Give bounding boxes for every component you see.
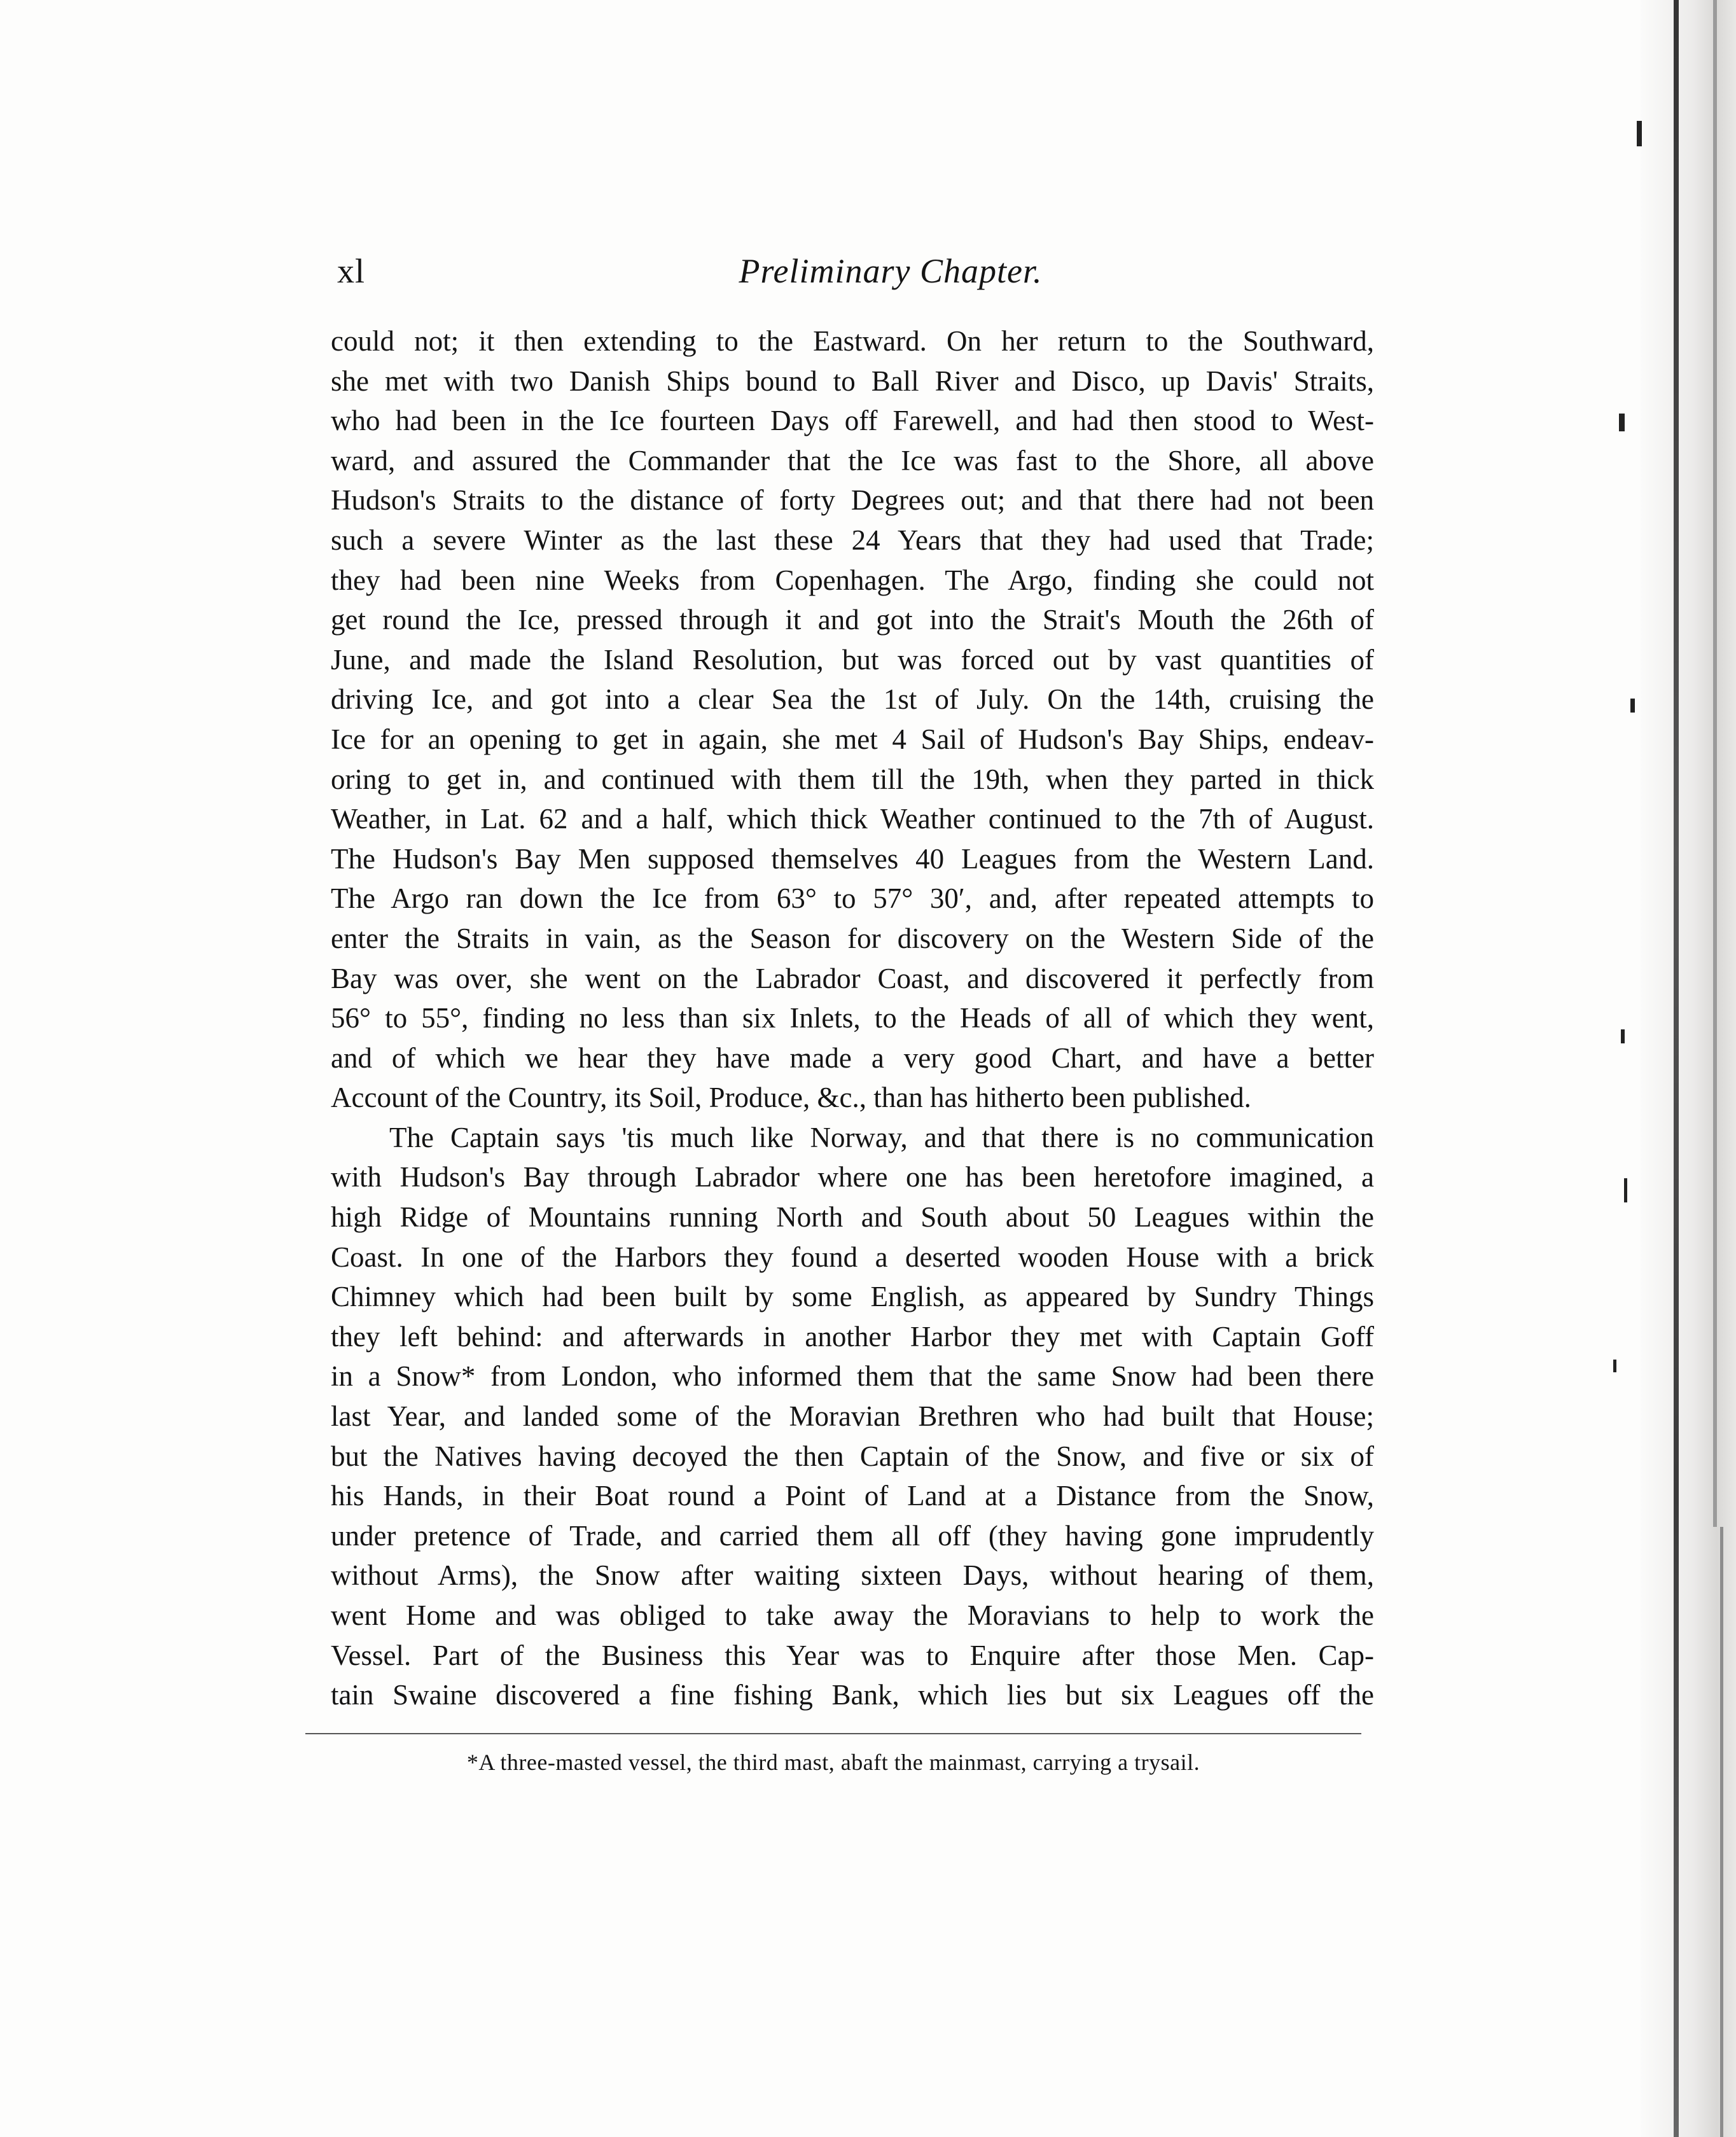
text-line: who had been in the Ice fourteen Days off Farewell, and had then stood to West-: [331, 405, 1374, 437]
text-line: The Argo ran down the Ice from 63° to 57° 30′, and, after repeated attempts to: [331, 882, 1374, 915]
text-line: but the Natives having decoyed the then Captain of the Snow, and five or six of: [331, 1440, 1374, 1472]
text-line: went Home and was obliged to take away the Moravians to help to work the: [331, 1599, 1374, 1631]
text-line: Coast. In one of the Harbors they found a deserted wooden House with a brick: [331, 1241, 1374, 1273]
text-line: tain Swaine discovered a fine fishing Bank, which lies but six Leagues off the: [331, 1679, 1374, 1711]
text-line: oring to get in, and continued with them till the 19th, when they parted in thick: [331, 763, 1374, 795]
page-number: xl: [337, 252, 366, 290]
text-line: under pretence of Trade, and carried them all off (they having gone imprudently: [331, 1519, 1374, 1552]
page-gutter-shadow: [1641, 0, 1736, 2137]
text-line: Chimney which had been built by some English, as appeared by Sundry Things: [331, 1281, 1374, 1313]
binding-edge-line: [1720, 1527, 1723, 2137]
text-line: could not; it then extending to the Eastward. On her return to the Southward,: [331, 325, 1374, 357]
chapter-title: Preliminary Chapter.: [739, 252, 1043, 290]
text-line: with Hudson's Bay through Labrador where one has been heretofore imagined, a: [331, 1161, 1374, 1194]
binding-edge-line: [1713, 0, 1717, 1527]
running-head: [337, 251, 1361, 309]
text-line: driving Ice, and got into a clear Sea the 1st of July. On the 14th, cruising the: [331, 683, 1374, 716]
text-line: Bay was over, she went on the Labrador Coast, and discovered it perfectly from: [331, 962, 1374, 994]
scan-speck: [1630, 699, 1635, 713]
text-line: June, and made the Island Resolution, but was forced out by vast quantities of: [331, 643, 1374, 676]
text-line: Ice for an opening to get in again, she met 4 Sail of Hudson's Bay Ships, endeav-: [331, 723, 1374, 755]
text-line: enter the Straits in vain, as the Season for discovery on the Western Side of the: [331, 922, 1374, 954]
footnote: *A three-masted vessel, the third mast, abaft the mainmast, carrying a trysail.: [466, 1750, 1200, 1775]
text-line: Hudson's Straits to the distance of forty Degrees out; and that there had not been: [331, 484, 1374, 517]
scan-speck: [1619, 414, 1625, 431]
footnote-rule: [305, 1733, 1361, 1734]
scan-speck: [1637, 121, 1642, 146]
paragraph-first-line: The Captain says 'tis much like Norway, and that there is no communication: [389, 1121, 1374, 1153]
text-line: she met with two Danish Ships bound to Ball River and Disco, up Davis' Straits,: [331, 365, 1374, 397]
scan-speck: [1621, 1029, 1625, 1043]
text-line: last Year, and landed some of the Moravian Brethren who had built that House;: [331, 1400, 1374, 1433]
text-line: they left behind: and afterwards in another Harbor they met with Captain Goff: [331, 1320, 1374, 1353]
text-line: ward, and assured the Commander that the Ice was fast to the Shore, all above: [331, 444, 1374, 477]
scan-speck: [1624, 1178, 1627, 1202]
text-line: The Hudson's Bay Men supposed themselves 40 Leagues from the Western Land.: [331, 842, 1374, 875]
text-line: get round the Ice, pressed through it and got into the Strait's Mouth the 26th of: [331, 604, 1374, 636]
text-line: such a severe Winter as the last these 24 Years that they had used that Trade;: [331, 524, 1374, 556]
text-line: without Arms), the Snow after waiting sixteen Days, without hearing of them,: [331, 1559, 1374, 1592]
body-text: [331, 321, 1374, 1715]
text-line: they had been nine Weeks from Copenhagen. The Argo, finding she could not: [331, 564, 1374, 596]
scan-speck: [1613, 1360, 1616, 1372]
text-line: 56° to 55°, finding no less than six Inlets, to the Heads of all of which they went,: [331, 1002, 1374, 1034]
text-line: high Ridge of Mountains running North and South about 50 Leagues within the: [331, 1201, 1374, 1234]
text-line: his Hands, in their Boat round a Point of Land at a Distance from the Snow,: [331, 1480, 1374, 1512]
text-line: Weather, in Lat. 62 and a half, which thick Weather continued to the 7th of August.: [331, 803, 1374, 835]
text-line: in a Snow* from London, who informed them that the same Snow had been there: [331, 1360, 1374, 1393]
text-line: Vessel. Part of the Business this Year was to Enquire after those Men. Cap-: [331, 1639, 1374, 1671]
text-line: and of which we hear they have made a very good Chart, and have a better: [331, 1041, 1374, 1074]
text-line: Account of the Country, its Soil, Produce, &c., than has hitherto been published.: [331, 1082, 1251, 1114]
binding-edge-line: [1674, 0, 1679, 2137]
